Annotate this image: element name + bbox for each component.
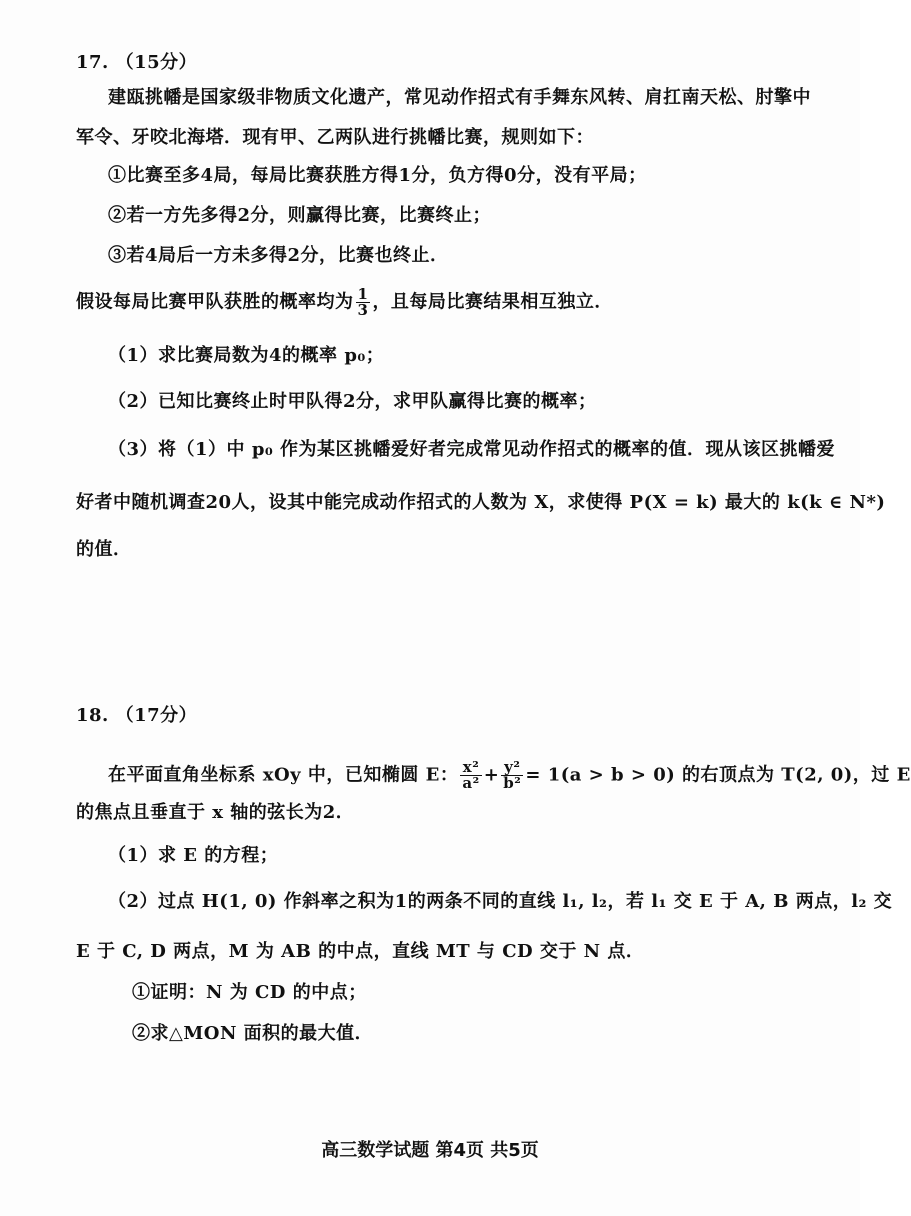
q17-assumption-post: ，且每局比赛结果相互独立．: [372, 291, 613, 313]
q17-assumption: [76, 287, 613, 318]
q17-score: （15分）: [115, 52, 198, 73]
probability-fraction: [356, 287, 371, 318]
q17-part-3-line-2: 好者中随机调查20人，设其中能完成动作招式的人数为 X，求使得 P(X = k) 最大的 k(k ∈ N*): [76, 492, 886, 513]
q17-rule-3: ③若4局后一方未多得2分，比赛也终止．: [108, 245, 449, 266]
q17-number: 17.: [76, 52, 109, 73]
q18-part-2-line-2: E 于 C, D 两点，M 为 AB 的中点，直线 MT 与 CD 交于 N 点．: [76, 941, 645, 962]
ellipse-y-fraction: [501, 760, 523, 791]
q17-assumption-pre: 假设每局比赛甲队获胜的概率均为: [76, 291, 354, 313]
ellipse-x-fraction: [460, 760, 481, 791]
a-squared: a²: [462, 774, 480, 792]
fraction-numerator: 1: [357, 285, 369, 303]
q18-intro-pre: 在平面直角坐标系 xOy 中，已知椭圆 E：: [108, 764, 459, 786]
q18-number: 18.: [76, 705, 109, 726]
q17-header: [76, 50, 197, 76]
q17-part-2: （2）已知比赛终止时甲队得2分，求甲队赢得比赛的概率；: [108, 391, 597, 412]
q18-sub-2: ②求△MON 面积的最大值．: [132, 1023, 374, 1044]
q17-intro-line-2: 军令、牙咬北海塔．现有甲、乙两队进行挑幡比赛，规则如下：: [76, 127, 594, 148]
b-squared: b²: [503, 774, 522, 792]
y-squared: y²: [501, 760, 523, 776]
fraction-denominator: 3: [357, 301, 369, 319]
page-footer: 高三数学试题 第4页 共5页: [321, 1140, 539, 1161]
q18-score: （17分）: [115, 705, 198, 726]
q18-sub-1: ①证明：N 为 CD 的中点；: [132, 982, 367, 1003]
plus-sign: +: [483, 764, 500, 786]
q17-part-3-line-1: （3）将（1）中 p₀ 作为某区挑幡爱好者完成常见动作招式的概率的值．现从该区挑幡爱: [108, 439, 836, 460]
q18-intro-post: = 1(a > b > 0) 的右顶点为 T(2, 0)，过 E: [525, 764, 911, 786]
q17-rule-2: ②若一方先多得2分，则赢得比赛，比赛终止；: [108, 205, 492, 226]
q17-rule-1: ①比赛至多4局，每局比赛获胜方得1分，负方得0分，没有平局；: [108, 165, 647, 186]
q18-part-2-line-1: （2）过点 H(1, 0) 作斜率之积为1的两条不同的直线 l₁, l₂，若 l₁ 交 E 于 A, B 两点，l₂ 交: [108, 891, 893, 912]
x-squared: x²: [460, 760, 481, 776]
q18-intro-line-2: 的焦点且垂直于 x 轴的弦长为2．: [76, 802, 355, 823]
q18-part-1: （1）求 E 的方程；: [108, 845, 279, 866]
q18-header: [76, 703, 197, 729]
q17-part-3-line-3: 的值．: [76, 539, 132, 560]
q17-intro-line-1: 建瓯挑幡是国家级非物质文化遗产，常见动作招式有手舞东风转、肩扛南天松、肘擎中: [108, 87, 811, 108]
q18-intro-line-1: [108, 760, 911, 791]
q17-part-1: （1）求比赛局数为4的概率 p₀；: [108, 345, 385, 366]
